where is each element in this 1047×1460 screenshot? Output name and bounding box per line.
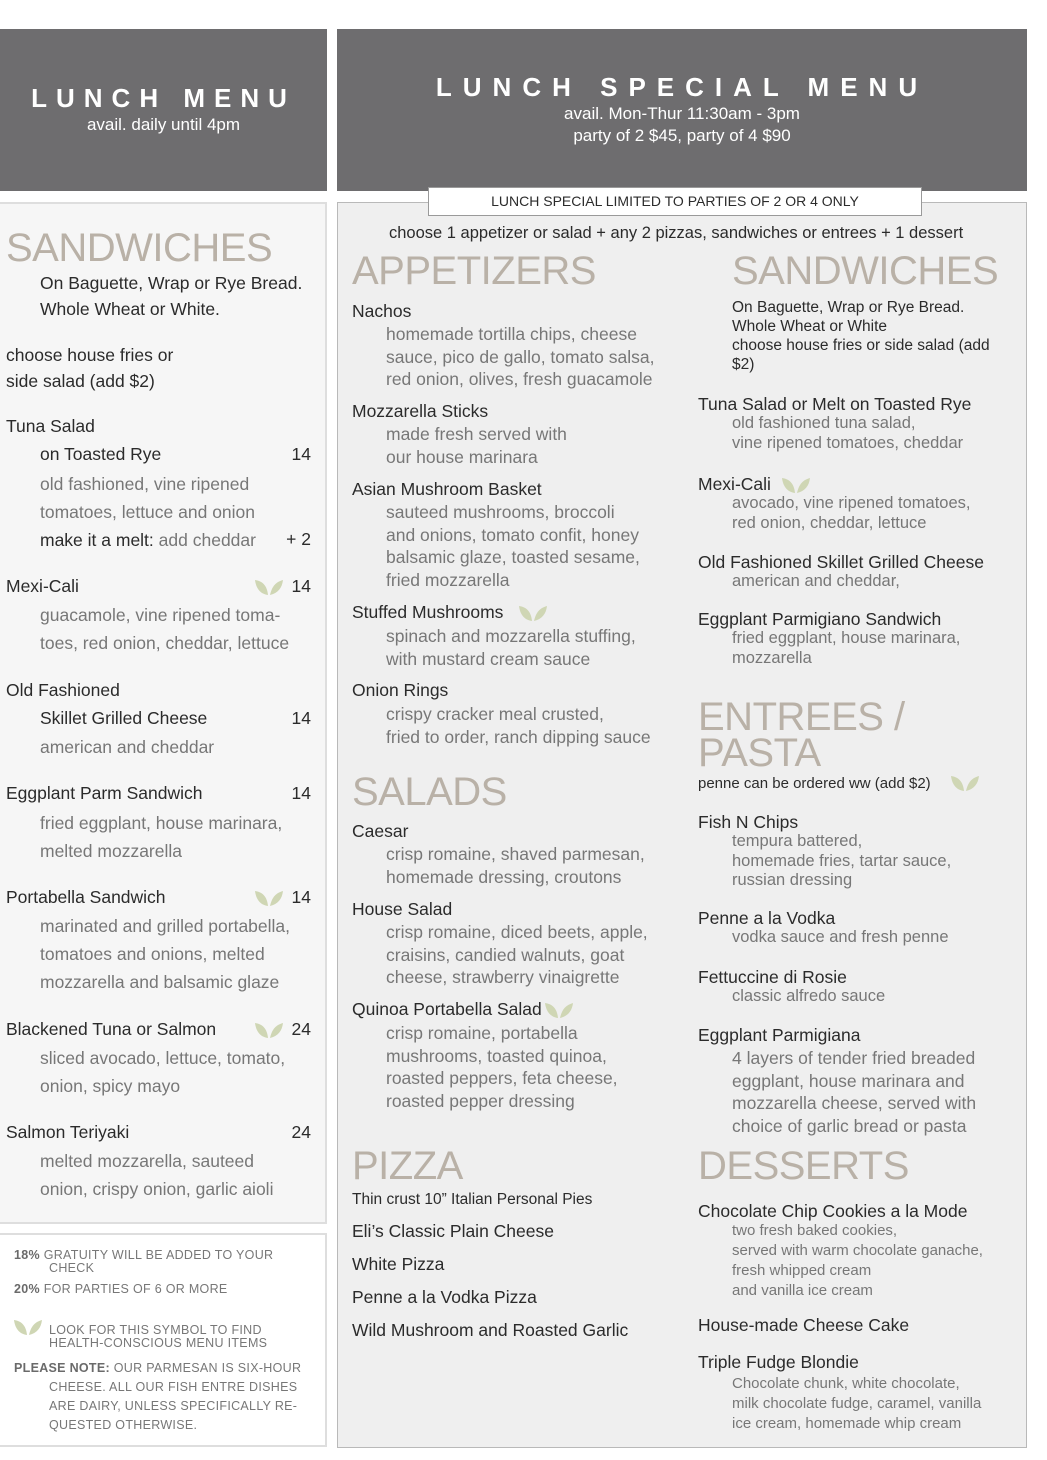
lunch-special-title: LUNCH SPECIAL MENU	[435, 72, 929, 102]
menu-item-name: Nachos	[352, 301, 412, 321]
bread-options-line: Whole Wheat or White.	[40, 299, 220, 319]
description-line: american and cheddar	[40, 737, 215, 757]
leaf-icon	[13, 1318, 43, 1336]
section-title-desserts: DESSERTS	[698, 1144, 909, 1188]
description-line: crisp romaine, portabella	[386, 1023, 578, 1043]
menu-item-price: 14	[291, 708, 311, 728]
description-line: milk chocolate fudge, caramel, vanilla	[732, 1395, 982, 1412]
special-sandwich-notes	[732, 298, 990, 374]
section-title-line: PASTA	[698, 731, 821, 775]
menu-item-description	[40, 733, 214, 761]
please-note-line: CHEESE. ALL OUR FISH ENTRE DISHES	[49, 1380, 298, 1394]
description-line: guacamole, vine ripened toma-	[40, 605, 281, 625]
menu-item-name: Triple Fudge Blondie	[698, 1352, 859, 1372]
description-line: homemade tortilla chips, cheese	[386, 324, 637, 344]
menu-item-name: Blackened Tuna or Salmon	[6, 1019, 217, 1039]
section-title-special-sandwiches: SANDWICHES	[732, 249, 999, 293]
menu-item-description	[732, 1047, 976, 1137]
description-line: tomatoes and onions, melted	[40, 944, 265, 964]
description-line: vodka sauce and fresh penne	[732, 928, 949, 946]
menu-item-description	[386, 1022, 618, 1112]
melt-option	[40, 526, 256, 554]
description-line: tomatoes, lettuce and onion	[40, 502, 256, 522]
description-line: crisp romaine, shaved parmesan,	[386, 844, 645, 864]
note-line: Whole Wheat or White	[732, 318, 888, 335]
lunch-special-pricing: party of 2 $45, party of 4 $90	[573, 126, 791, 145]
description-line: fresh whipped cream	[732, 1262, 872, 1279]
melt-price: + 2	[286, 529, 311, 549]
note-line: On Baguette, Wrap or Rye Bread.	[732, 299, 965, 316]
description-line: ice cream, homemade whip cream	[732, 1415, 962, 1432]
menu-item-description	[732, 1221, 983, 1301]
gratuity-note-cont: CHECK	[49, 1261, 95, 1275]
menu-item-name: Eggplant Parmigiano Sandwich	[698, 609, 942, 629]
gratuity-percent: 18%	[14, 1248, 40, 1262]
description-line: mozzarella and balsamic glaze	[40, 972, 280, 992]
description-line: tempura battered,	[732, 832, 863, 850]
lunch-special-header	[337, 29, 1027, 191]
pizza-item: White Pizza	[352, 1254, 445, 1274]
menu-item-price: 14	[291, 444, 311, 464]
menu-item-description	[732, 414, 963, 453]
menu-item-description	[386, 843, 645, 888]
please-note-line: ARE DAIRY, UNLESS SPECIFICALLY RE-	[49, 1399, 298, 1413]
menu-item-price: 14	[291, 887, 311, 907]
description-line: roasted pepper dressing	[386, 1090, 575, 1111]
menu-item-name: Eggplant Parm Sandwich	[6, 783, 203, 803]
description-line: 4 layers of tender fried breaded	[732, 1048, 976, 1068]
menu-item-price: 24	[291, 1019, 311, 1039]
section-title-pizza: PIZZA	[352, 1144, 463, 1188]
description-line: choice of garlic bread or pasta	[732, 1115, 967, 1136]
symbol-legend: LOOK FOR THIS SYMBOL TO FIND	[49, 1323, 262, 1337]
menu-item-name: Tuna Salad or Melt on Toasted Rye	[698, 394, 972, 414]
section-title-appetizers: APPETIZERS	[352, 249, 596, 293]
menu-item-name: Chocolate Chip Cookies a la Mode	[698, 1201, 968, 1221]
menu-item-subname: Skillet Grilled Cheese	[40, 708, 208, 728]
lunch-special-availability: avail. Mon-Thur 11:30am - 3pm	[564, 104, 800, 123]
menu-item-description	[386, 323, 655, 391]
menu-item-name: Tuna Salad	[6, 416, 95, 436]
description-line: classic alfredo sauce	[732, 987, 886, 1005]
description-line: sauteed mushrooms, broccoli	[386, 502, 615, 522]
please-note	[14, 1362, 301, 1375]
pizza-item: Penne a la Vodka Pizza	[352, 1287, 537, 1307]
menu-item-description	[40, 912, 290, 996]
description-line: red onion, cheddar, lettuce	[732, 513, 927, 532]
menu-item-description	[732, 832, 951, 891]
section-title-entrees	[698, 695, 905, 775]
description-line: fried mozzarella	[386, 569, 510, 590]
menu-item-name: House Salad	[352, 899, 453, 919]
description-line: russian dressing	[732, 871, 853, 889]
bread-options	[40, 270, 302, 322]
menu-item-name: Stuffed Mushrooms	[352, 602, 504, 622]
lunch-menu-availability: avail. daily until 4pm	[86, 115, 241, 134]
menu-item-description	[386, 625, 636, 670]
section-title-sandwiches: SANDWICHES	[6, 226, 273, 270]
menu-item-name: Caesar	[352, 821, 409, 841]
description-line: avocado, vine ripened tomatoes,	[732, 494, 971, 512]
please-note-text: OUR PARMESAN IS SIX-HOUR	[113, 1361, 302, 1375]
leaf-icon	[781, 476, 811, 494]
description-line: craisins, candied walnuts, goat	[386, 944, 625, 965]
menu-item-name: House-made Cheese Cake	[698, 1315, 910, 1335]
description-line: homemade fries, tartar sauce,	[732, 851, 952, 870]
party-limit-banner: LUNCH SPECIAL LIMITED TO PARTIES OF 2 OR 4 ONLY	[428, 187, 922, 216]
menu-item-name: Fettuccine di Rosie	[698, 967, 847, 987]
description-line: mozzarella	[732, 648, 812, 667]
note-line: $2)	[732, 356, 755, 373]
menu-item-name: Old Fashioned Skillet Grilled Cheese	[698, 552, 984, 572]
menu-item-description	[732, 572, 900, 592]
menu-item-name: Onion Rings	[352, 680, 449, 700]
description-line: balsamic glaze, toasted sesame,	[386, 547, 640, 568]
menu-item-name: Portabella Sandwich	[6, 887, 166, 907]
menu-item-description	[40, 1147, 273, 1203]
menu-item-price: 14	[291, 576, 311, 596]
menu-item-description	[40, 470, 256, 554]
pizza-item: Eli’s Classic Plain Cheese	[352, 1221, 554, 1241]
description-line: onion, crispy onion, garlic aioli	[40, 1179, 274, 1199]
side-options-line: choose house fries or	[6, 345, 174, 365]
description-line: two fresh baked cookies,	[732, 1222, 898, 1239]
party-percent: 20%	[14, 1282, 40, 1296]
menu-item-name: Mozzarella Sticks	[352, 401, 489, 421]
symbol-legend-cont: HEALTH-CONSCIOUS MENU ITEMS	[49, 1336, 268, 1350]
penne-note: penne can be ordered ww (add $2)	[698, 775, 931, 792]
note-line: choose house fries or side salad (add	[732, 337, 990, 354]
description-line: fried to order, ranch dipping sauce	[386, 726, 651, 747]
melt-label: make it a melt:	[40, 530, 154, 550]
pizza-subtitle: Thin crust 10” Italian Personal Pies	[352, 1191, 593, 1208]
leaf-icon	[950, 774, 980, 792]
menu-item-description	[40, 1044, 285, 1100]
description-line: with mustard cream sauce	[386, 648, 591, 669]
menu-item-price: 24	[291, 1122, 311, 1142]
description-line: made fresh served with	[386, 424, 567, 444]
menu-item-name: Mexi-Cali	[698, 474, 771, 494]
description-line: old fashioned, vine ripened	[40, 474, 250, 494]
description-line: fried eggplant, house marinara,	[40, 813, 283, 833]
please-note-label: PLEASE NOTE:	[14, 1361, 110, 1375]
menu-item-name: Old Fashioned	[6, 680, 120, 700]
bread-options-line: On Baguette, Wrap or Rye Bread.	[40, 273, 303, 293]
description-line: melted mozzarella	[40, 841, 182, 861]
description-line: spinach and mozzarella stuffing,	[386, 626, 636, 646]
section-title-line: ENTREES /	[698, 695, 905, 739]
description-line: eggplant, house marinara and	[732, 1070, 965, 1091]
menu-item-description	[732, 494, 971, 533]
description-line: marinated and grilled portabella,	[40, 916, 291, 936]
description-line: our house marinara	[386, 446, 538, 467]
melt-text: add cheddar	[158, 530, 256, 550]
lunch-menu-title: LUNCH MENU	[31, 83, 296, 113]
gratuity-text: GRATUITY WILL BE ADDED TO YOUR	[43, 1248, 274, 1262]
menu-item-name: Fish N Chips	[698, 812, 799, 832]
party-size-note	[14, 1283, 228, 1296]
description-line: Chocolate chunk, white chocolate,	[732, 1375, 960, 1392]
description-line: cheese, strawberry vinaigrette	[386, 967, 620, 988]
menu-item-name: Penne a la Vodka	[698, 908, 836, 928]
description-line: mushrooms, toasted quinoa,	[386, 1045, 607, 1066]
menu-item-name: Eggplant Parmigiana	[698, 1025, 861, 1045]
description-line: sauce, pico de gallo, tomato salsa,	[386, 346, 655, 367]
party-size-text: FOR PARTIES OF 6 OR MORE	[43, 1282, 228, 1296]
pizza-item: Wild Mushroom and Roasted Garlic	[352, 1320, 629, 1340]
side-options	[6, 342, 173, 394]
please-note-line: QUESTED OTHERWISE.	[49, 1418, 198, 1432]
menu-item-description	[40, 809, 282, 865]
description-line: sliced avocado, lettuce, tomato,	[40, 1048, 286, 1068]
menu-item-subname: on Toasted Rye	[40, 444, 162, 464]
description-line: melted mozzarella, sauteed	[40, 1151, 254, 1171]
description-line: mozzarella cheese, served with	[732, 1093, 977, 1114]
description-line: roasted peppers, feta cheese,	[386, 1068, 618, 1089]
menu-item-name: Asian Mushroom Basket	[352, 479, 542, 499]
description-line: american and cheddar,	[732, 572, 900, 590]
description-line: served with warm chocolate ganache,	[732, 1242, 983, 1259]
description-line: homemade dressing, croutons	[386, 866, 622, 887]
side-options-line: side salad (add $2)	[6, 371, 155, 391]
description-line: and onions, tomato confit, honey	[386, 524, 639, 545]
description-line: and vanilla ice cream	[732, 1282, 873, 1299]
menu-item-name: Quinoa Portabella Salad	[352, 999, 542, 1019]
description-line: old fashioned tuna salad,	[732, 414, 916, 432]
menu-item-description	[732, 1374, 981, 1434]
menu-item-description	[732, 987, 885, 1007]
menu-item-price: 14	[291, 783, 311, 803]
menu-item-description	[386, 703, 651, 748]
description-line: onion, spicy mayo	[40, 1076, 181, 1096]
menu-item-description	[386, 501, 640, 591]
menu-item-description	[40, 601, 289, 657]
leaf-icon	[544, 1001, 574, 1019]
menu-item-description	[386, 921, 648, 989]
section-title-salads: SALADS	[352, 770, 507, 814]
leaf-icon	[518, 604, 548, 622]
description-line: crisp romaine, diced beets, apple,	[386, 922, 648, 942]
description-line: red onion, olives, fresh guacamole	[386, 369, 653, 390]
menu-item-description	[732, 928, 949, 948]
menu-item-name: Salmon Teriyaki	[6, 1122, 130, 1142]
menu-item-description	[386, 423, 567, 468]
menu-item-name: Mexi-Cali	[6, 576, 79, 596]
lunch-menu-header	[0, 29, 327, 191]
special-instructions: choose 1 appetizer or salad + any 2 pizzas, sandwiches or entrees + 1 dessert	[389, 224, 964, 242]
description-line: toes, red onion, cheddar, lettuce	[40, 633, 290, 653]
menu-item-description	[732, 629, 960, 668]
description-line: fried eggplant, house marinara,	[732, 629, 961, 647]
description-line: crispy cracker meal crusted,	[386, 704, 604, 724]
description-line: vine ripened tomatoes, cheddar	[732, 433, 964, 452]
